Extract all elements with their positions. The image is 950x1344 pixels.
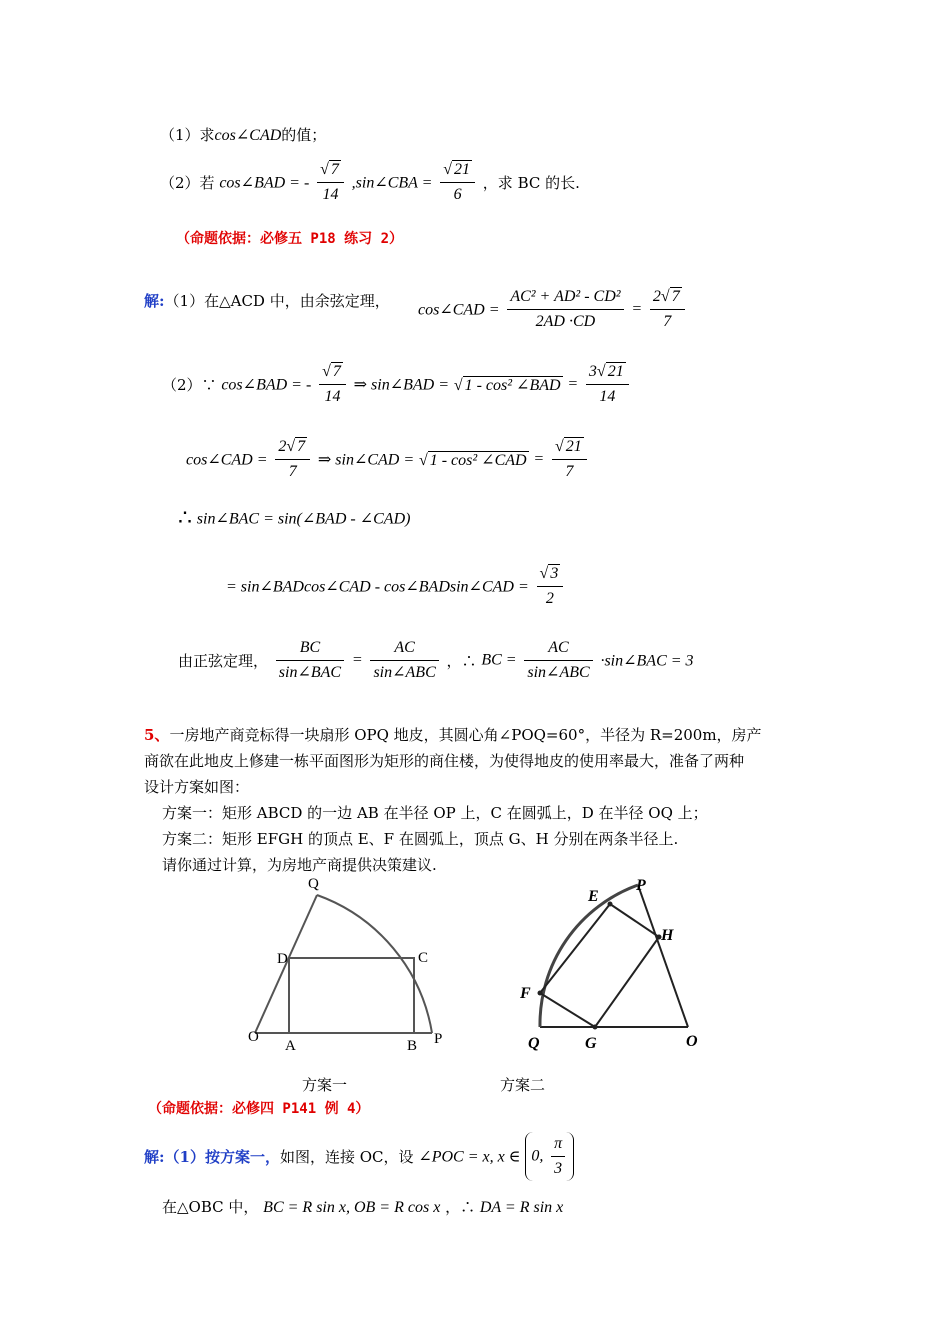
label-G: G [585,1035,597,1052]
basis-note-1: （命题依据：必修五 P18 练习 2） [176,231,404,247]
question-part-2: （2）若 cos∠BAD = - $\frac{√ 7}{14}$ ,sin∠CBA = $\frac{√ 21}{6}$ ，求 BC 的长. [160,158,580,207]
label-C: C [418,950,429,966]
label-Q: Q [308,876,319,892]
fraction: $\frac{\pi}{3}$ [551,1132,565,1181]
fraction: $\frac{√ 7}{14}$ [319,360,346,409]
problem-5-line-2: 商欲在此地皮上修建一栋平面图形为矩形的商住楼，为使得地皮的使用率最大，准备了两种 [144,752,745,770]
basis-note-2: （命题依据：必修四 P141 例 4） [148,1101,370,1117]
fraction: $\frac{√ 7}{14}$ [317,158,344,207]
label-P: P [636,877,646,894]
label-Q: Q [528,1035,540,1052]
label-F: F [520,985,531,1002]
problem-5-line-1: 5、一房地产商竞标得一块扇形 OPQ 地皮，其圆心角∠POQ=60°，半径为 R=200m，房产 [144,726,762,744]
solution-5-line-1: 解:（1）按方案一，如图，连接 OC，设 ∠POC = x, x ∈ 0, $\frac{\pi}{3}$ [144,1132,574,1181]
law-of-cosines-formula: cos∠CAD = $\frac{\text{AC² + AD² - CD²}}{2AD \cdot CD}$ = $\frac{2√ 7}{7}$ [418,285,688,334]
problem-5-request: 请你通过计算，为房地产商提供决策建议. [162,856,437,874]
figure-1-caption: 方案一 [302,1076,348,1094]
plan-2-description: 方案二：矩形 EFGH 的顶点 E、F 在圆弧上，顶点 G、H 分别在两条半径上. [162,830,679,848]
label-O: O [248,1029,259,1045]
figure-plan-2 [510,870,710,1060]
figure-2-caption: 方案二 [500,1076,546,1094]
fraction: $\frac{√ 21}{6}$ [440,158,475,207]
solution-1-intro: 解:（1）在△ACD 中，由余弦定理， [144,292,390,310]
label-P: P [434,1031,443,1047]
solution-2-line-2: cos∠CAD = $\frac{2√ 7}{7}$ ⇒ sin∠CAD = √ 1 - cos² ∠CAD = $\frac{√ 21}{7}$ [186,435,590,484]
solution-2-law-of-sines: 由正弦定理， $\frac{BC}{\text{sin∠BAC}}$ = $\frac{AC}{\text{sin∠ABC}}$ ，∴ BC = $\frac{AC}{\text{sin∠ABC}}$ ·sin∠BAC = 3 [178,636,694,685]
fraction: $\frac{√ 21}{7}$ [552,435,587,484]
fraction: $\frac{AC}{\text{sin∠ABC}}$ [370,636,438,685]
fraction: $\frac{√ 3}{2}$ [537,562,564,611]
fraction: $\frac{AC}{\text{sin∠ABC}}$ [524,636,592,685]
figure-plan-1 [240,870,460,1060]
solution-5-line-2: 在△OBC 中， BC = R sin x, OB = R cos x ，∴ DA = R sin x [162,1198,564,1216]
fraction: $\frac{BC}{\text{sin∠BAC}}$ [276,636,344,685]
label-E: E [588,888,599,905]
fraction: $\frac{2√ 7}{7}$ [275,435,310,484]
label-H: H [661,927,674,944]
solution-2-line-4: = sin∠BADcos∠CAD - cos∠BADsin∠CAD = $\frac{√ 3}{2}$ [226,562,566,611]
question-part-1: （1）求cos∠CAD的值； [160,126,327,144]
label-A: A [285,1038,296,1054]
label-B: B [407,1038,418,1054]
plan-1-description: 方案一：矩形 ABCD 的一边 AB 在半径 OP 上，C 在圆弧上，D 在半径 OQ 上； [162,804,708,822]
fraction: $\frac{3√ 21}{14}$ [586,360,629,409]
label-O: O [686,1033,698,1050]
solution-2-line-3: ∴ sin∠BAC = sin(∠BAD - ∠CAD) [178,506,411,531]
fraction: $\frac{2√ 7}{7}$ [650,285,685,334]
solution-2-line-1: （2）∵ cos∠BAD = - $\frac{√ 7}{14}$ ⇒ sin∠BAD = √ 1 - cos² ∠BAD = $\frac{3√ 21}{14}$ [162,360,632,409]
label-D: D [277,951,288,967]
fraction: $\frac{\text{AC² + AD² - CD²}}{2AD \cdot CD}$ [507,285,623,334]
problem-5-line-3: 设计方案如图： [144,778,250,796]
